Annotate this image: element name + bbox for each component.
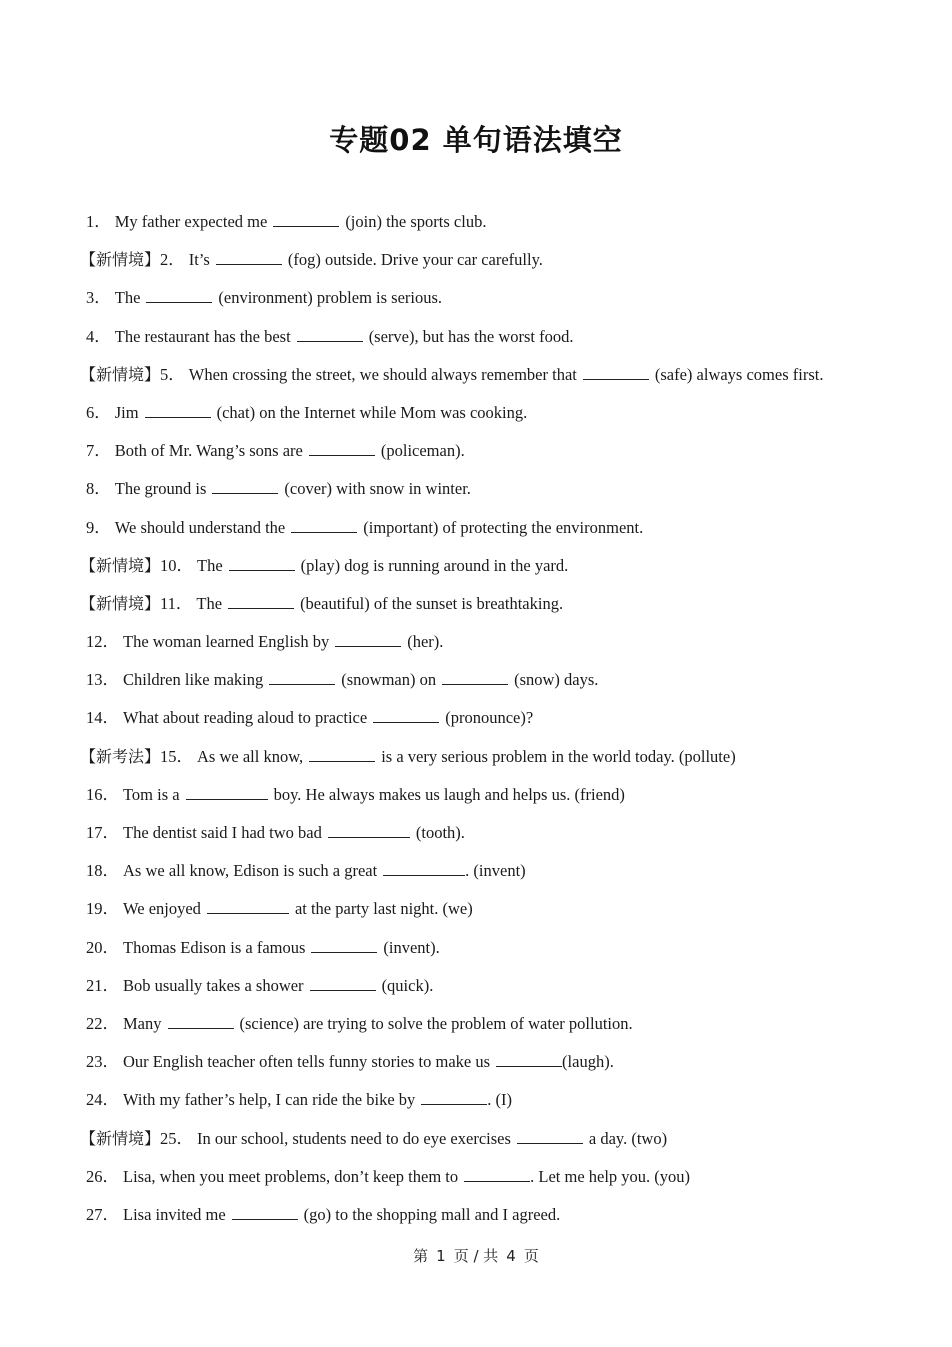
question-text-after: (invent). xyxy=(383,937,440,957)
question-text-before: What about reading aloud to practice xyxy=(123,708,368,728)
question-number: 23． xyxy=(86,1052,119,1072)
question-number: 8． xyxy=(86,479,111,499)
answer-blank[interactable] xyxy=(229,554,295,571)
question-text-before: Lisa, when you meet problems, don’t keep them to xyxy=(123,1166,459,1186)
question-text-after: (chat) on the Internet while Mom was cooking. xyxy=(216,402,528,422)
page-title: 专题02 单句语法填空 xyxy=(329,123,623,157)
question-number: 5． xyxy=(160,364,185,384)
question-text-before: With my father’s help, I can ride the bike by xyxy=(123,1090,416,1110)
question-text-after: (environment) problem is serious. xyxy=(218,288,443,308)
answer-blank[interactable] xyxy=(216,248,282,265)
question-text-after: (tooth). xyxy=(415,823,465,842)
footer-prefix: 第 xyxy=(413,1247,429,1265)
question-text-before: As we all know, Edison is such a great xyxy=(123,861,378,881)
footer-page-number: 1 xyxy=(436,1247,446,1265)
question-text-before: Lisa invited me xyxy=(123,1204,226,1224)
question-text-after: . (I) xyxy=(487,1090,513,1110)
question-text-after: (important) of protecting the environment. xyxy=(363,517,644,537)
question-text-before: The dentist said I had two bad xyxy=(123,823,322,842)
question-item xyxy=(86,702,886,740)
question-item xyxy=(86,932,886,970)
answer-blank[interactable] xyxy=(269,668,335,685)
question-text-after: . Let me help you. (you) xyxy=(530,1166,691,1186)
question-text-after: boy. He always makes us laugh and helps us. (friend) xyxy=(273,784,625,804)
question-number: 3． xyxy=(86,288,111,308)
answer-blank[interactable] xyxy=(335,630,401,647)
answer-blank[interactable] xyxy=(146,286,212,303)
question-text-after: (pronounce)? xyxy=(445,708,534,728)
question-tag: 【新情境】 xyxy=(80,593,161,613)
question-tag: 【新情境】 xyxy=(80,250,161,270)
question-item xyxy=(80,588,886,626)
question-text-before: We should understand the xyxy=(114,517,286,537)
answer-blank[interactable] xyxy=(310,974,376,991)
question-text-after: (cover) with snow in winter. xyxy=(284,479,471,499)
question-number: 12． xyxy=(86,632,119,652)
question-number: 14． xyxy=(86,708,119,728)
answer-blank[interactable] xyxy=(228,592,294,609)
question-text-before: The woman learned English by xyxy=(123,632,330,652)
question-number: 17． xyxy=(86,823,119,842)
answer-blank[interactable] xyxy=(297,325,363,342)
question-number: 11． xyxy=(160,593,193,613)
answer-blank[interactable] xyxy=(145,401,211,418)
answer-blank[interactable] xyxy=(309,745,375,762)
question-item xyxy=(86,970,886,1008)
question-text-after: (her). xyxy=(407,632,444,652)
question-number: 27． xyxy=(86,1204,119,1224)
question-item xyxy=(80,359,886,397)
question-text-after: (safe) always comes first. xyxy=(654,364,824,384)
question-number: 7． xyxy=(86,441,111,461)
question-number: 18． xyxy=(86,861,119,881)
question-text-after: (fog) outside. Drive your car carefully. xyxy=(287,250,543,270)
question-item xyxy=(86,855,886,893)
question-text-before: We enjoyed xyxy=(123,899,201,919)
question-text-before: Our English teacher often tells funny stories to make us xyxy=(123,1052,491,1072)
question-item xyxy=(80,1123,886,1161)
question-item xyxy=(86,435,886,473)
page-footer xyxy=(0,1245,952,1266)
answer-blank[interactable] xyxy=(328,821,410,838)
question-text-before: The xyxy=(114,288,141,308)
question-number: 25． xyxy=(160,1128,194,1148)
footer-mid: 页 / 共 xyxy=(453,1247,499,1265)
question-text-after: at the party last night. (we) xyxy=(294,899,473,919)
question-item xyxy=(86,779,886,817)
answer-blank[interactable] xyxy=(309,439,375,456)
question-text-before: It’s xyxy=(188,250,210,270)
question-number: 15． xyxy=(160,746,194,766)
question-number: 4． xyxy=(86,326,111,346)
answer-blank[interactable] xyxy=(496,1050,562,1067)
question-item xyxy=(86,626,886,664)
answer-blank[interactable] xyxy=(291,516,357,533)
question-text-before: When crossing the street, we should always remember that xyxy=(188,364,577,384)
question-item xyxy=(86,817,886,855)
question-item xyxy=(86,1046,886,1084)
question-tag: 【新情境】 xyxy=(80,1128,161,1148)
question-text-after: a day. (two) xyxy=(588,1128,668,1148)
question-item xyxy=(86,321,886,359)
question-text-before: In our school, students need to do eye exercises xyxy=(197,1128,511,1148)
question-text-before: The ground is xyxy=(114,479,207,499)
question-number: 20． xyxy=(86,937,119,957)
answer-blank[interactable] xyxy=(168,1012,234,1029)
question-text-before: My father expected me xyxy=(114,212,268,231)
question-number: 13． xyxy=(86,670,119,690)
question-text-middle: (snowman) on xyxy=(341,670,437,690)
question-tag: 【新考法】 xyxy=(80,746,161,766)
answer-blank[interactable] xyxy=(373,706,439,723)
question-text-after: . (invent) xyxy=(465,861,526,881)
answer-blank[interactable] xyxy=(273,210,339,227)
question-text-before: Both of Mr. Wang’s sons are xyxy=(114,441,303,461)
question-text-before: The xyxy=(196,593,223,613)
question-text-before: Tom is a xyxy=(123,784,180,804)
answer-blank[interactable] xyxy=(421,1088,487,1105)
question-text-after: (serve), but has the worst food. xyxy=(368,326,574,346)
question-text-before: Many xyxy=(123,1013,162,1033)
question-number: 1． xyxy=(86,212,111,231)
question-item xyxy=(86,206,886,244)
question-text-before: Bob usually takes a shower xyxy=(123,975,304,995)
answer-blank[interactable] xyxy=(583,363,649,380)
question-text-before: As we all know, xyxy=(197,746,304,766)
answer-blank[interactable] xyxy=(383,859,465,876)
question-item xyxy=(80,244,886,282)
question-number: 16． xyxy=(86,784,119,804)
question-list xyxy=(80,206,886,1237)
question-item xyxy=(86,397,886,435)
answer-blank[interactable] xyxy=(232,1203,298,1220)
answer-blank[interactable] xyxy=(464,1165,530,1182)
question-item xyxy=(86,893,886,931)
question-number: 24． xyxy=(86,1090,119,1110)
question-tag: 【新情境】 xyxy=(80,364,161,384)
answer-blank[interactable] xyxy=(212,477,278,494)
question-text-after: (go) to the shopping mall and I agreed. xyxy=(303,1204,561,1224)
footer-suffix: 页 xyxy=(523,1247,539,1265)
question-text-before: Thomas Edison is a famous xyxy=(123,937,306,957)
question-item xyxy=(86,1084,886,1122)
question-text-after: (laugh). xyxy=(562,1052,614,1072)
question-number: 9． xyxy=(86,517,111,537)
question-text-after: (policeman). xyxy=(380,441,465,461)
question-text-after: (snow) days. xyxy=(514,670,599,690)
answer-blank[interactable] xyxy=(442,668,508,685)
question-number: 6． xyxy=(86,402,111,422)
question-number: 22． xyxy=(86,1013,119,1033)
question-item xyxy=(86,1008,886,1046)
question-item xyxy=(86,664,886,702)
question-text-after: (join) the sports club. xyxy=(345,212,487,231)
footer-total-pages: 4 xyxy=(506,1247,516,1265)
question-text-before: Jim xyxy=(114,402,139,422)
answer-blank[interactable] xyxy=(207,897,289,914)
question-text-after: (play) dog is running around in the yard. xyxy=(300,555,569,575)
question-number: 10． xyxy=(160,555,194,575)
question-number: 26． xyxy=(86,1166,119,1186)
question-item xyxy=(86,473,886,511)
question-item xyxy=(80,550,886,588)
question-number: 19． xyxy=(86,899,119,919)
answer-blank[interactable] xyxy=(186,783,268,800)
question-item xyxy=(86,1199,886,1237)
question-number: 21． xyxy=(86,975,119,995)
question-item xyxy=(86,1161,886,1199)
question-item xyxy=(80,741,886,779)
question-tag: 【新情境】 xyxy=(80,555,161,575)
question-text-before: The xyxy=(197,555,223,575)
answer-blank[interactable] xyxy=(517,1127,583,1144)
question-text-after: (science) are trying to solve the problem of water pollution. xyxy=(239,1013,633,1033)
question-text-after: (beautiful) of the sunset is breathtaking. xyxy=(300,593,564,613)
question-number: 2． xyxy=(160,250,185,270)
question-text-before: Children like making xyxy=(123,670,264,690)
question-text-before: The restaurant has the best xyxy=(114,326,291,346)
question-item xyxy=(86,512,886,550)
question-item xyxy=(86,282,886,320)
question-text-after: is a very serious problem in the world today. (pollute) xyxy=(381,746,736,766)
answer-blank[interactable] xyxy=(311,936,377,953)
question-text-after: (quick). xyxy=(381,975,434,995)
